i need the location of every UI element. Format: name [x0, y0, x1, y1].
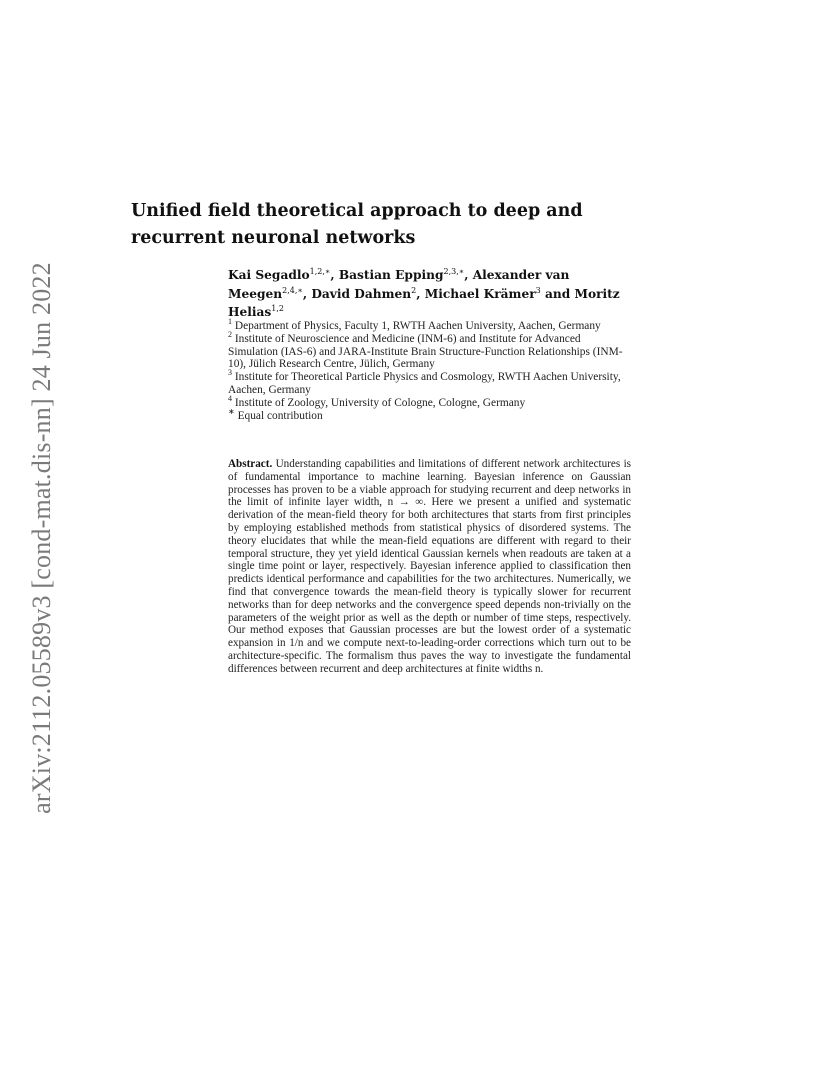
affiliation — [228, 330, 628, 371]
author-name: Alexander van Meegen — [228, 268, 570, 301]
affiliation-mark: 1 — [228, 317, 232, 327]
affiliation-text: Institute for Theoretical Particle Physics and Cosmology, RWTH Aachen University, Aachen, Germany — [228, 371, 621, 396]
affiliation — [228, 317, 628, 333]
equal-contribution-text: Equal contribution — [237, 409, 323, 422]
author-list — [228, 266, 648, 322]
equal-contribution-note — [228, 406, 628, 423]
author-separator: and — [540, 286, 575, 301]
equal-contribution-mark: ∗ — [228, 406, 235, 416]
author-affiliation-marks: 2,3,∗ — [443, 266, 465, 276]
author-separator: , — [302, 286, 312, 301]
affiliation-mark: 3 — [228, 368, 232, 378]
affiliation-text: Institute of Neuroscience and Medicine (INM-6) and Institute for Advanced Simulation (IAS-6) and JARA-Institute Brain Structure-Function Relationships (INM-10), Jülich Research Centre, Jülich, Germany — [228, 332, 623, 371]
affiliation-text: Department of Physics, Faculty 1, RWTH Aachen University, Aachen, Germany — [234, 320, 601, 332]
affiliation — [228, 368, 628, 397]
affiliation-list — [228, 317, 628, 422]
affiliation — [228, 393, 628, 410]
author-affiliation-marks: 2 — [411, 285, 417, 295]
author-name: Michael Krämer — [424, 286, 536, 301]
arxiv-identifier: arXiv:2112.05589v3 [cond-mat.dis-nn] 24 Jun 2022 — [27, 262, 56, 814]
author-name: David Dahmen — [311, 286, 412, 301]
author-separator: , — [416, 286, 425, 301]
author-affiliation-marks: 1,2,∗ — [309, 266, 331, 276]
paper-title: Unified field theoretical approach to deep and recurrent neuronal networks — [131, 201, 583, 248]
author-affiliation-marks: 3 — [535, 285, 541, 295]
abstract — [228, 458, 631, 676]
author-separator: , — [330, 268, 339, 282]
author — [339, 268, 464, 282]
author — [228, 268, 330, 282]
author — [425, 287, 541, 301]
arxiv-stamp — [20, 246, 64, 830]
affiliation-text: Institute of Zoology, University of Cologne, Cologne, Germany — [234, 396, 526, 409]
affiliation-mark: 2 — [228, 330, 232, 339]
author-separator: , — [464, 268, 473, 282]
author — [311, 287, 416, 301]
abstract-label: Abstract. — [228, 458, 273, 470]
author-name: Bastian Epping — [338, 268, 444, 282]
author-name: Moritz Helias — [228, 286, 620, 319]
abstract-text: Understanding capabilities and limitations of different network architectures is of fundamental importance to machine learning. Bayesian inference on Gaussian processes has proven to be a viable approach for studying recurrent and deep networks in the limit of infinite layer width, n → ∞. Here we present a unified and systematic derivation of the mean-field theory for both architectures that starts from first principles by employing established methods from statistical physics of disordered systems. The theory elucidates that while the mean-field equations are different with regard to their temporal structure, they yet yield identical Gaussian kernels when readouts are taken at a single time point or layer, respectively. Bayesian inference applied to classification then predicts identical performance and capabilities for the two architectures. Numerically, we find that convergence towards the mean-field theory is typically slower for recurrent networks than for deep networks and the convergence speed depends non-trivially on the parameters of the weight prior as well as the depth or number of time steps, respectively. Our method exposes that Gaussian processes are but the lowest order of a systematic expansion in 1/n and we compute next-to-leading-order corrections which turn out to be architecture-specific. The formalism thus paves the way to investigate the fundamental differences between recurrent and deep architectures at finite widths n. — [228, 458, 631, 675]
author-affiliation-marks: 1,2 — [271, 303, 285, 313]
author-name: Kai Segadlo — [228, 268, 310, 282]
affiliation-mark: 4 — [228, 393, 232, 403]
author-affiliation-marks: 2,4,∗ — [282, 285, 303, 295]
